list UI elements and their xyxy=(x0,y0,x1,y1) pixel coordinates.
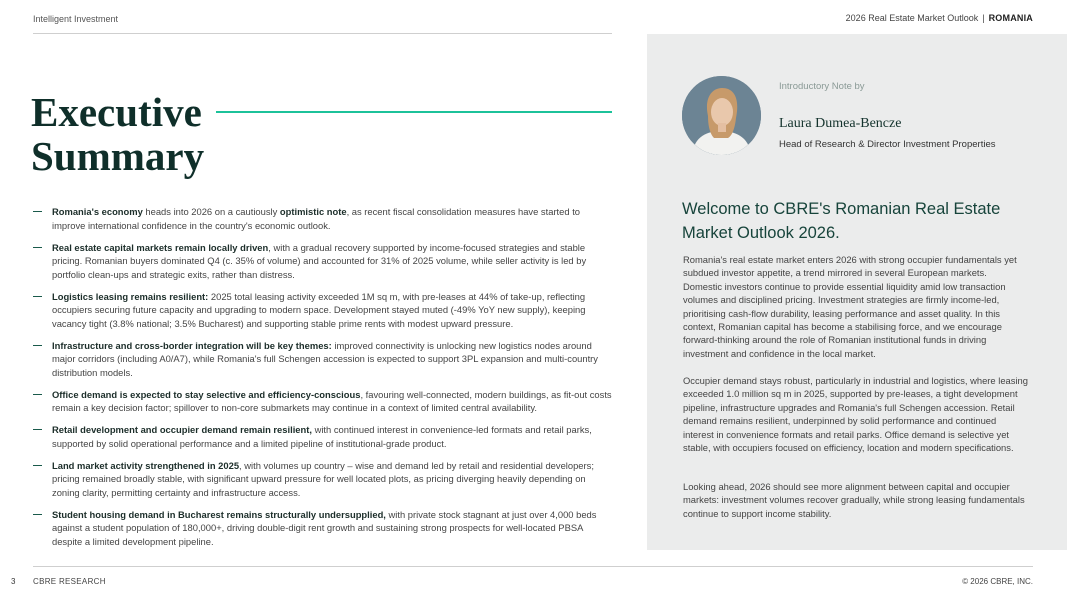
bullet-dash-icon xyxy=(33,429,42,430)
footer-copyright: © 2026 CBRE, INC. xyxy=(962,577,1033,586)
intro-label: Introductory Note by xyxy=(779,81,865,92)
summary-bullet-list xyxy=(33,205,613,557)
bullet-dash-icon xyxy=(33,247,42,248)
author-portrait-icon xyxy=(682,76,761,155)
footer-source: CBRE RESEARCH xyxy=(33,577,106,586)
summary-bullet xyxy=(33,388,613,415)
bullet-highlight: Land market activity strengthened in 2025 xyxy=(52,459,240,471)
bullet-highlight: Student housing demand in Bucharest remains structurally undersupplied, xyxy=(52,508,386,520)
bullet-highlight: Infrastructure and cross-border integration will be key themes: xyxy=(52,339,332,351)
header-report-title xyxy=(846,13,1033,23)
bullet-dash-icon xyxy=(33,211,42,212)
intro-paragraph-2: Occupier demand stays robust, particularly in industrial and logistics, where leasing exceeded 1.0 million sq m in 2025, supported by pre-leases, a tight development pipeline, infrastructure upgrades and Romania's full Schengen accession. Retail demand remains resilient, underpinned by solid performance and continued interest in convenience formats and retail parks. Office demand is selective yet stable, with occupiers focused on efficiency, location and modern specifications. xyxy=(683,375,1028,454)
bullet-highlight: Romania's economy xyxy=(52,206,143,217)
intro-paragraph-3: Looking ahead, 2026 should see more alignment between capital and occupier markets: investment volumes recover gradually, while strong leasing fundamentals continue to support income stability. xyxy=(683,481,1025,519)
bullet-dash-icon xyxy=(33,394,42,395)
intro-paragraph-1: Romania's real estate market enters 2026 with strong occupier fundamentals yet subdued investor appetite, a trend mirrored in several European markets. Domestic investors continue to provide essential liquidity amid low transaction volumes and disciplined pricing. Investment strategies are firmly income-led, prioritising cash-flow durability, leasing performance and asset quality. In this context, Romanian capital has become a stabilising force, and we encourage forward-thinking around the role of Romanian institutional funds in driving investment and confidence in the local market. xyxy=(683,254,1017,359)
header-separator: | xyxy=(982,13,985,23)
summary-bullet xyxy=(33,459,613,500)
author-role: Head of Research & Director Investment Properties xyxy=(779,139,996,150)
author-name: Laura Dumea-Bencze xyxy=(779,116,902,131)
bullet-text: , favouring well-connected, modern buildings, as fit-out costs remain a key decision factor; spillover to non-core submarkets may continue in a context of limited central availability. xyxy=(52,388,612,413)
bullet-highlight: Retail development and occupier demand remain resilient, xyxy=(52,424,312,435)
bullet-text: , as recent fiscal consolidation measures have started to improve international confidence in the country's economic outlook. xyxy=(52,206,581,231)
header-divider xyxy=(33,33,612,34)
bullet-dash-icon xyxy=(33,345,42,346)
bullet-text: , with a gradual recovery supported by income-focused strategies and stable pricing. Romanian buyers dominated Q4 (c. 35% of volume) and accounted for 31% of 2025 volume, while seller activity is led by portfolio clean-ups and strategic exits, rather than distress. xyxy=(52,241,587,280)
summary-bullet xyxy=(33,508,613,549)
bullet-text: , with volumes up country – wise and demand led by retail and residential developers; pricing remained broadly stable, with significant upward pressure for well located plots, as pricing diverging heavily depending on zoning clarity, permitting certainty and infrastructure access. xyxy=(52,459,594,498)
summary-bullet xyxy=(33,241,613,282)
bullet-text: with private stock stagnant at just over 4,000 beds against a student population of 180,000+, driving double-digit rent growth and sustaining strong prospects for well-located PBSA despite a limited development pipeline. xyxy=(52,508,597,547)
bullet-dash-icon xyxy=(33,465,42,466)
summary-bullet xyxy=(33,339,613,380)
footer-divider xyxy=(33,566,1033,567)
bullet-highlight: optimistic note xyxy=(279,206,347,217)
title-line-1: Executive xyxy=(31,89,202,135)
author-photo xyxy=(682,76,761,155)
bullet-text: 2025 total leasing activity exceeded 1M sq m, with pre-leases at 44% of take-up, reflecting occupiers securing future capacity and upgrading to modern space. Development stayed muted (-49% YoY new supply), keeping vacancy tight (3.8% national; 3.5% Bucharest) and supporting stable prime rents with modest upward pressure. xyxy=(52,290,586,329)
bullet-text: improved connectivity is unlocking new logistics nodes around major corridors (including A0/A7), while Romania's full Schengen accession is expected to support 3PL expansion and multi-country distribution models. xyxy=(52,339,598,378)
page-title xyxy=(31,90,204,178)
welcome-heading: Welcome to CBRE's Romanian Real Estate Market Outlook 2026. xyxy=(682,200,1001,242)
bullet-highlight: Office demand is expected to stay selective and efficiency-conscious xyxy=(52,388,361,400)
bullet-highlight: Logistics leasing remains resilient: xyxy=(52,290,209,302)
bullet-dash-icon xyxy=(33,296,42,297)
header-brand-text: Intelligent Investment xyxy=(33,14,119,24)
title-line-2: Summary xyxy=(31,133,205,179)
report-country: ROMANIA xyxy=(988,13,1033,23)
bullet-dash-icon xyxy=(33,514,42,515)
summary-bullet xyxy=(33,205,613,232)
bullet-text: with continued interest in convenience-led formats and retail parks, supported by solid operational performance and a limited pipeline of institutional-grade product. xyxy=(52,424,592,449)
page-number: 3 xyxy=(11,577,16,586)
summary-bullet xyxy=(33,423,613,450)
bullet-highlight: Real estate capital markets remain locally driven xyxy=(52,241,269,253)
summary-bullet xyxy=(33,290,613,331)
title-accent-rule xyxy=(216,111,612,113)
bullet-text: heads into 2026 on a cautiously xyxy=(142,206,280,217)
report-name: 2026 Real Estate Market Outlook xyxy=(845,13,979,23)
